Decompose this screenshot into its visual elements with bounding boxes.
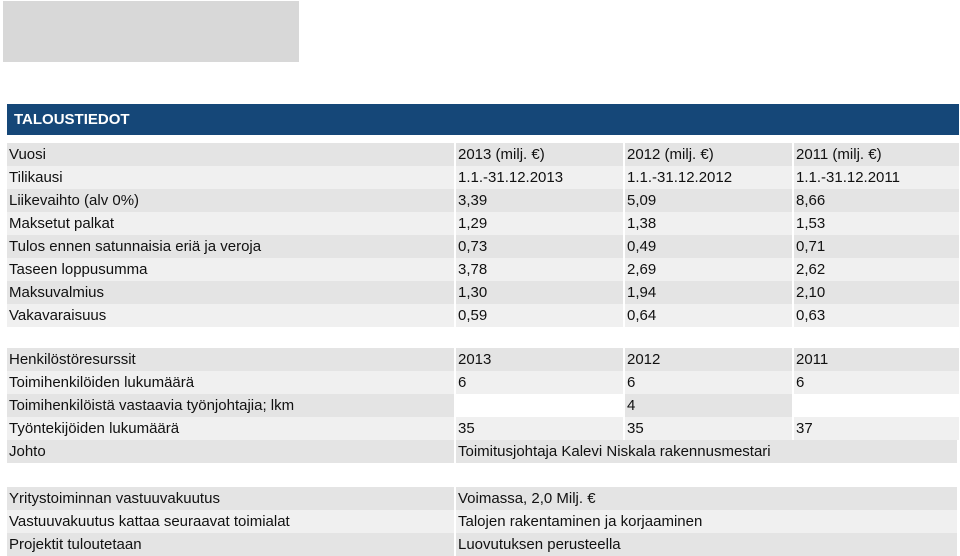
value-2011: 2011 (milj. €) <box>794 143 959 166</box>
value-2012: 1,38 <box>625 212 792 235</box>
row-label: Toimihenkilöistä vastaavia työnjohtajia; lkm <box>7 394 454 417</box>
row-label: Taseen loppusumma <box>7 258 454 281</box>
value-2011: 2,10 <box>794 281 959 304</box>
row-label: Tilikausi <box>7 166 454 189</box>
row-label: Maksetut palkat <box>7 212 454 235</box>
value-2012: 2012 (milj. €) <box>625 143 792 166</box>
row-value: Luovutuksen perusteella <box>456 533 957 556</box>
table-row <box>7 189 959 212</box>
table-row <box>7 212 959 235</box>
value-2012: 2,69 <box>625 258 792 281</box>
row-label: Vastuuvakuutus kattaa seuraavat toimialat <box>7 510 454 533</box>
value-2013: 1,30 <box>456 281 623 304</box>
row-label: Toimihenkilöiden lukumäärä <box>7 371 454 394</box>
value-2012: 6 <box>625 371 792 394</box>
table-row <box>7 143 959 166</box>
value-2013: 0,73 <box>456 235 623 258</box>
value-2012: 0,49 <box>625 235 792 258</box>
value-2011: 8,66 <box>794 189 959 212</box>
row-label: Liikevaihto (alv 0%) <box>7 189 454 212</box>
finance-table <box>7 143 959 327</box>
value-2012: 5,09 <box>625 189 792 212</box>
row-label: Maksuvalmius <box>7 281 454 304</box>
row-label: Johto <box>7 440 454 463</box>
value-2013: 1.1.-31.12.2013 <box>456 166 623 189</box>
value-2011: 1.1.-31.12.2011 <box>794 166 959 189</box>
value-2013: 3,39 <box>456 189 623 212</box>
table-row <box>7 235 959 258</box>
value-2012: 35 <box>625 417 792 440</box>
value-2013: 0,59 <box>456 304 623 327</box>
value-2012: 1.1.-31.12.2012 <box>625 166 792 189</box>
value-2013: 3,78 <box>456 258 623 281</box>
row-value: Talojen rakentaminen ja korjaaminen <box>456 510 957 533</box>
row-label: Työntekijöiden lukumäärä <box>7 417 454 440</box>
value-2011: 6 <box>794 371 959 394</box>
value-2011 <box>794 394 959 417</box>
liability-table <box>7 487 959 556</box>
row-value: Voimassa, 2,0 Milj. € <box>456 487 957 510</box>
value-2011: 0,63 <box>794 304 959 327</box>
table-row <box>7 166 959 189</box>
value-2013: 6 <box>456 371 623 394</box>
value-2012: 1,94 <box>625 281 792 304</box>
row-label: Tulos ennen satunnaisia eriä ja veroja <box>7 235 454 258</box>
table-row <box>7 348 959 371</box>
value-2011: 0,71 <box>794 235 959 258</box>
row-label: Vakavaraisuus <box>7 304 454 327</box>
section-header-taloustiedot: TALOUSTIEDOT <box>7 104 959 135</box>
table-row <box>7 440 959 463</box>
table-row <box>7 304 959 327</box>
management-value: Toimitusjohtaja Kalevi Niskala rakennusmestari <box>456 440 957 463</box>
value-2011: 37 <box>794 417 959 440</box>
row-label: Projektit tuloutetaan <box>7 533 454 556</box>
value-2013: 1,29 <box>456 212 623 235</box>
table-row <box>7 510 959 533</box>
row-label: Henkilöstöresurssit <box>7 348 454 371</box>
value-2013: 2013 (milj. €) <box>456 143 623 166</box>
table-row <box>7 258 959 281</box>
value-2011: 1,53 <box>794 212 959 235</box>
personnel-table <box>7 348 959 463</box>
value-2013: 35 <box>456 417 623 440</box>
value-2012: 2012 <box>625 348 792 371</box>
row-label: Vuosi <box>7 143 454 166</box>
table-row <box>7 394 959 417</box>
company-logo-placeholder <box>3 1 299 62</box>
value-2012: 4 <box>625 394 792 417</box>
table-row <box>7 417 959 440</box>
value-2011: 2011 <box>794 348 959 371</box>
value-2012: 0,64 <box>625 304 792 327</box>
row-label: Yritystoiminnan vastuuvakuutus <box>7 487 454 510</box>
table-row <box>7 371 959 394</box>
value-2013 <box>456 394 623 417</box>
table-row <box>7 487 959 510</box>
value-2013: 2013 <box>456 348 623 371</box>
table-row <box>7 533 959 556</box>
table-row <box>7 281 959 304</box>
value-2011: 2,62 <box>794 258 959 281</box>
